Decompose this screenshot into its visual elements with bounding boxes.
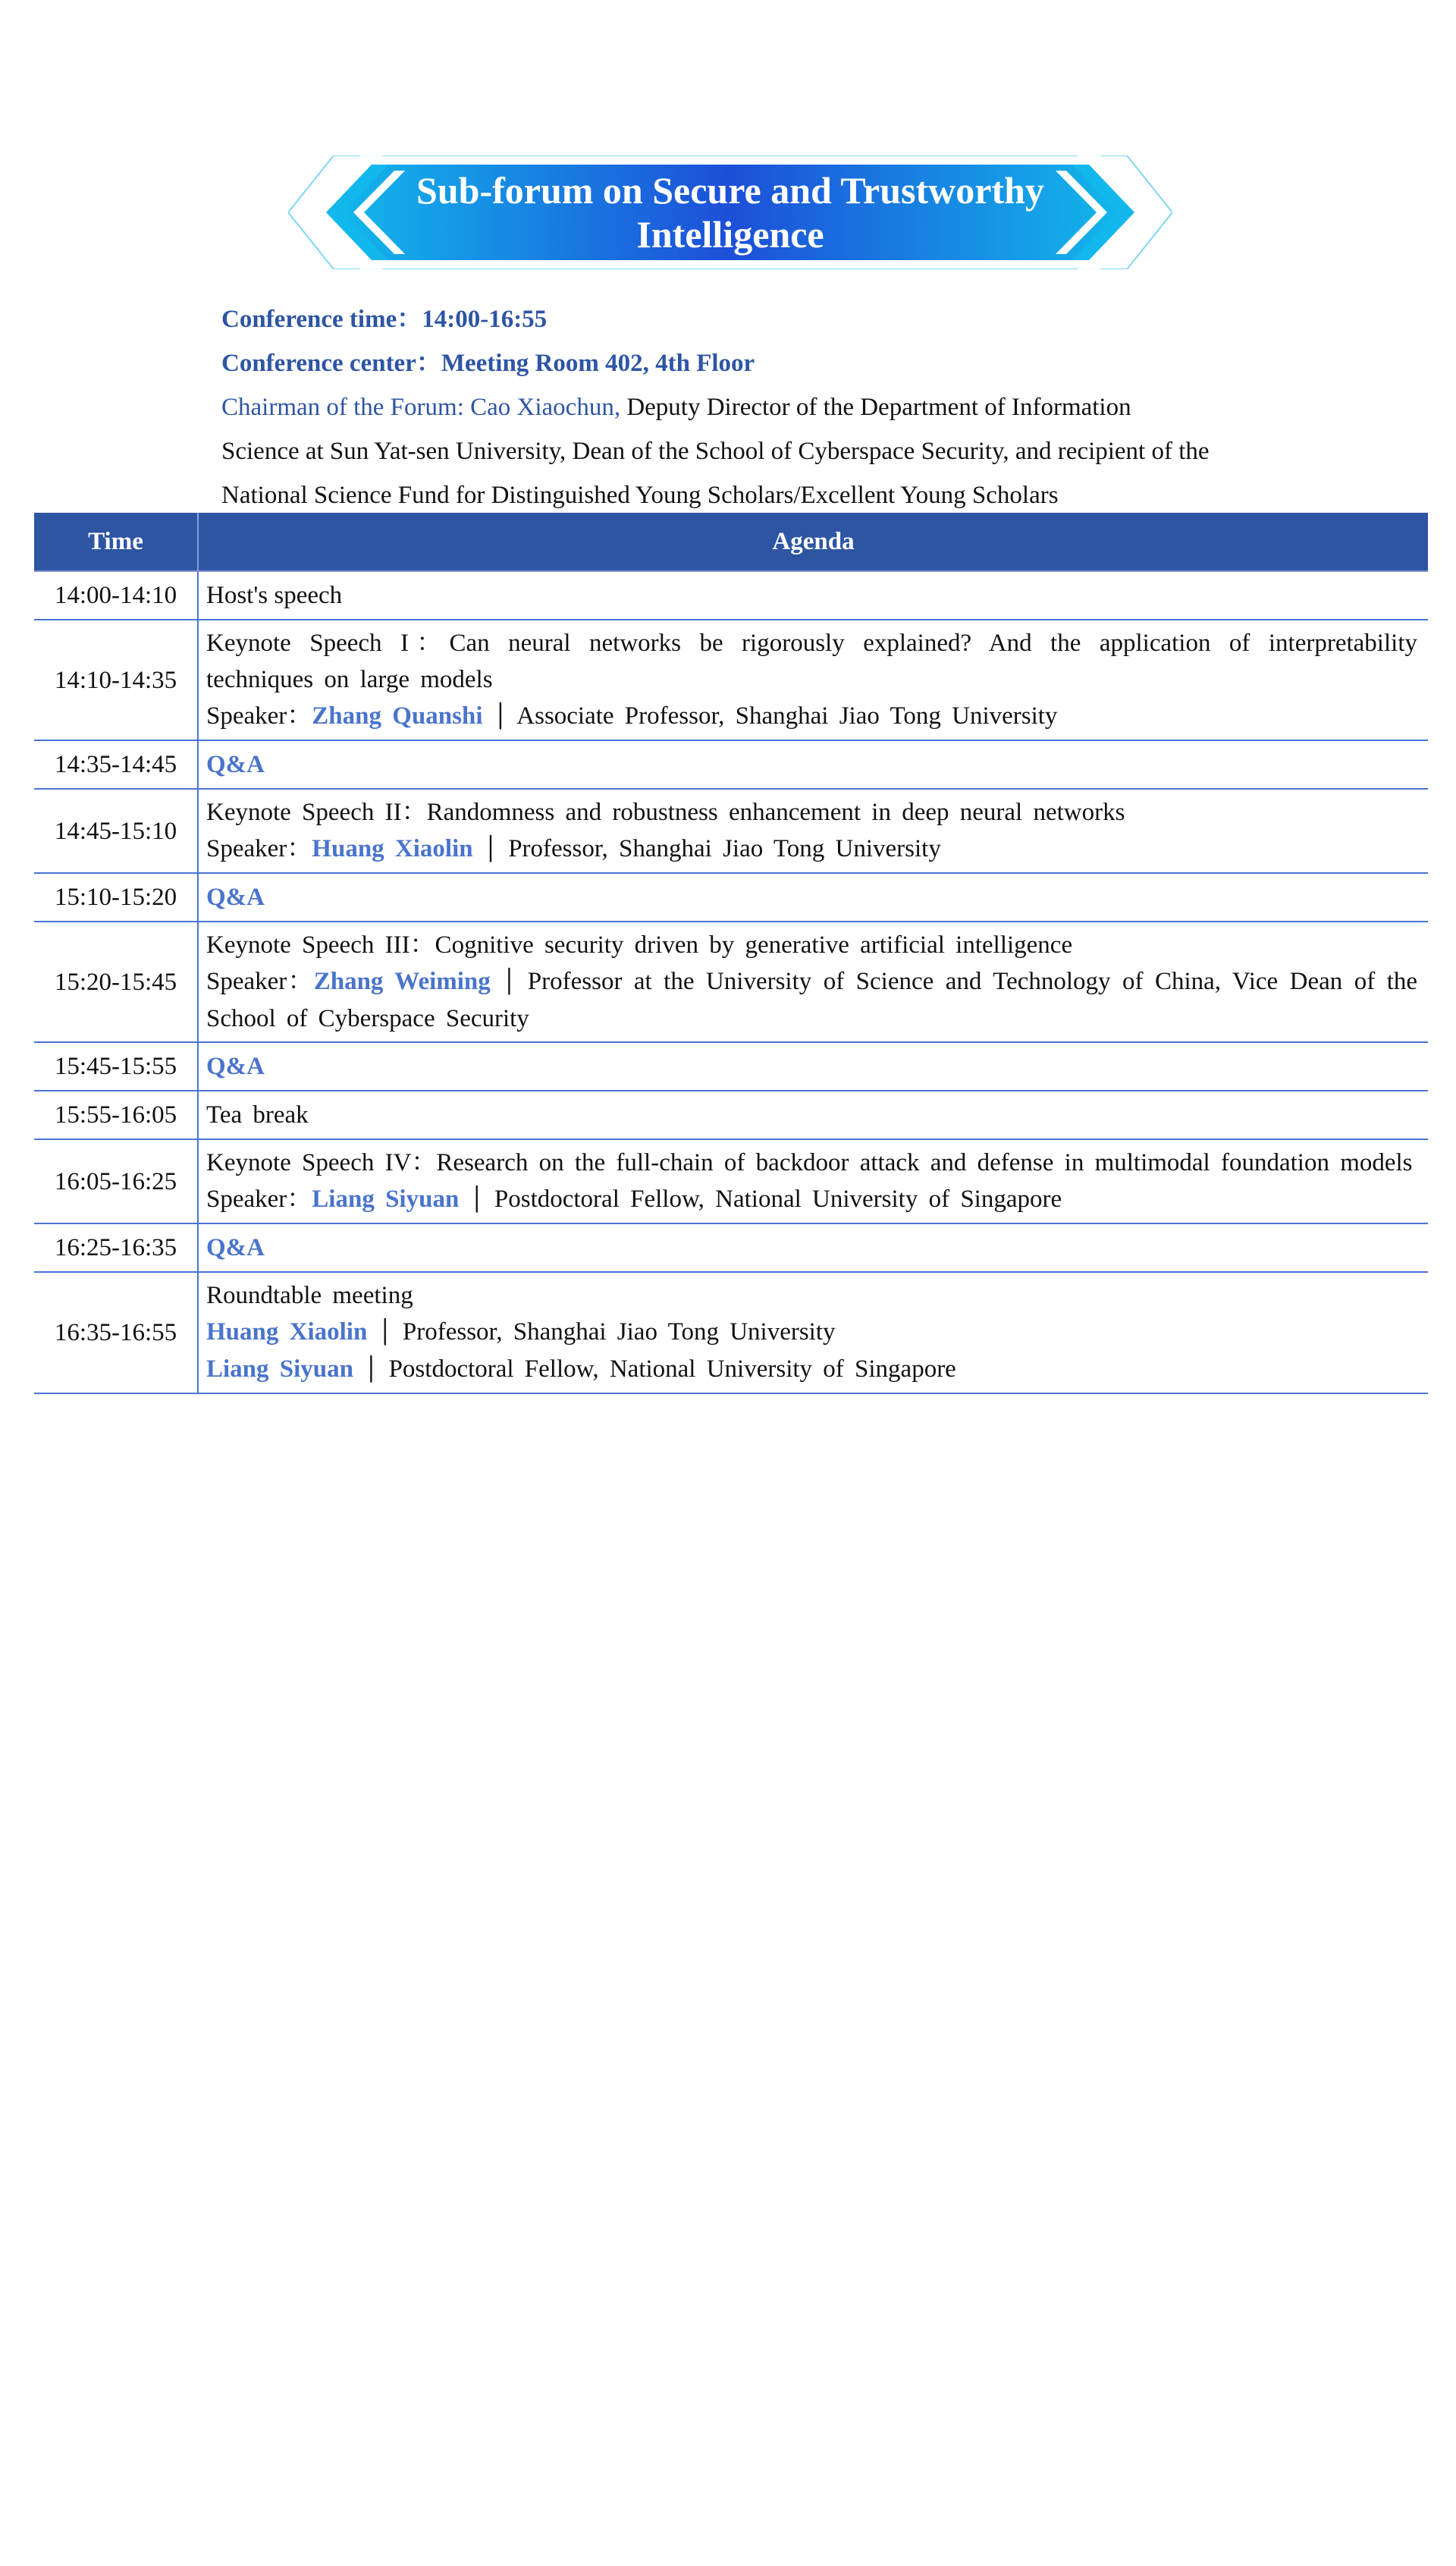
speaker-prefix: Speaker： bbox=[206, 1186, 312, 1213]
conference-center-label: Conference center： bbox=[221, 350, 441, 377]
table-header-row bbox=[34, 513, 1428, 571]
panelist-name: Huang Xiaolin bbox=[206, 1318, 368, 1346]
page-title bbox=[402, 165, 1059, 260]
speaker-name: Huang Xiaolin bbox=[312, 835, 473, 862]
speaker-line bbox=[206, 831, 1417, 868]
row-agenda bbox=[198, 620, 1428, 740]
speaker-prefix: Speaker： bbox=[206, 702, 312, 730]
row-time: 15:55-16:05 bbox=[34, 1091, 198, 1139]
chairman-label: Chairman of the Forum: Cao Xiaochun, bbox=[221, 394, 621, 421]
table-row bbox=[34, 740, 1428, 789]
table-row bbox=[34, 1272, 1428, 1393]
keynote-title: Keynote Speech II：Randomness and robustness enhancement in deep neural networks bbox=[206, 799, 1125, 826]
table-row bbox=[34, 873, 1428, 922]
title-banner bbox=[288, 155, 1172, 269]
separator: │ bbox=[364, 1356, 378, 1383]
speaker-line bbox=[206, 963, 1417, 1037]
agenda-table bbox=[34, 513, 1428, 1394]
panelist-line bbox=[206, 1351, 1417, 1388]
panelist-affiliation: Professor, Shanghai Jiao Tong University bbox=[402, 1318, 836, 1346]
conference-time-label: Conference time： bbox=[221, 306, 422, 333]
header-agenda: Agenda bbox=[198, 513, 1428, 571]
keynote-title: Keynote Speech I：Can neural networks be rigorously explained? And the application of interpretability techniques on large models bbox=[206, 630, 1417, 693]
row-time: 16:35-16:55 bbox=[34, 1272, 198, 1393]
table-row bbox=[34, 1139, 1428, 1223]
speaker-affiliation: Professor at the University of Science and Technology of China, Vice Dean of the School of Cyberspace Security bbox=[206, 968, 1418, 1032]
speaker-affiliation: Professor, Shanghai Jiao Tong University bbox=[508, 835, 941, 862]
separator: │ bbox=[483, 836, 497, 862]
conference-center bbox=[221, 341, 1268, 385]
header-time: Time bbox=[34, 513, 198, 571]
qa-label: Q&A bbox=[198, 740, 1428, 789]
qa-label: Q&A bbox=[198, 1223, 1428, 1272]
conference-time-value: 14:00-16:55 bbox=[422, 306, 548, 333]
row-agenda bbox=[198, 1139, 1428, 1223]
roundtable-title: Roundtable meeting bbox=[206, 1282, 413, 1309]
row-time: 16:05-16:25 bbox=[34, 1139, 198, 1223]
panelist-affiliation: Postdoctoral Fellow, National University of Singapore bbox=[388, 1355, 956, 1383]
qa-label: Q&A bbox=[198, 1042, 1428, 1091]
row-time: 15:45-15:55 bbox=[34, 1042, 198, 1091]
speaker-name: Zhang Quanshi bbox=[312, 702, 483, 730]
row-time: 16:25-16:35 bbox=[34, 1223, 198, 1272]
qa-label: Q&A bbox=[198, 873, 1428, 922]
chairman-line-1 bbox=[221, 385, 1268, 429]
speaker-name: Zhang Weiming bbox=[313, 968, 491, 995]
conference-info bbox=[221, 297, 1268, 517]
row-time: 14:00-14:10 bbox=[34, 571, 198, 620]
chairman-desc-1: Deputy Director of the Department of Information bbox=[620, 394, 1131, 421]
chairman-line-3: National Science Fund for Distinguished Young Scholars/Excellent Young Scholars bbox=[221, 482, 1059, 509]
row-agenda bbox=[198, 1272, 1428, 1393]
table-row bbox=[34, 1042, 1428, 1091]
table-row bbox=[34, 922, 1428, 1042]
row-agenda bbox=[198, 789, 1428, 873]
speaker-line bbox=[206, 698, 1417, 735]
conference-time bbox=[221, 297, 1268, 341]
panelist-line bbox=[206, 1314, 1417, 1351]
row-time: 14:10-14:35 bbox=[34, 620, 198, 740]
row-agenda bbox=[198, 922, 1428, 1042]
panelist-name: Liang Siyuan bbox=[206, 1355, 354, 1383]
speaker-name: Liang Siyuan bbox=[312, 1186, 460, 1213]
row-time: 14:45-15:10 bbox=[34, 789, 198, 873]
table-row bbox=[34, 789, 1428, 873]
title-line-2: Intelligence bbox=[636, 213, 824, 256]
table-row bbox=[34, 620, 1428, 740]
speaker-affiliation: Associate Professor, Shanghai Jiao Tong University bbox=[516, 702, 1058, 730]
speaker-line bbox=[206, 1181, 1417, 1218]
table-row bbox=[34, 571, 1428, 620]
chairman-line-2: Science at Sun Yat-sen University, Dean of the School of Cyberspace Security, and recipient of the bbox=[221, 438, 1210, 465]
speaker-prefix: Speaker： bbox=[206, 968, 314, 995]
speaker-prefix: Speaker： bbox=[206, 835, 312, 862]
row-time: 14:35-14:45 bbox=[34, 740, 198, 789]
keynote-title: Keynote Speech III：Cognitive security driven by generative artificial intelligence bbox=[206, 931, 1073, 959]
title-line-1: Sub-forum on Secure and Trustworthy bbox=[416, 169, 1044, 212]
row-agenda: Host's speech bbox=[198, 571, 1428, 620]
keynote-title: Keynote Speech IV：Research on the full-chain of backdoor attack and defense in multimodal foundation models bbox=[206, 1149, 1413, 1176]
table-row bbox=[34, 1091, 1428, 1139]
separator: │ bbox=[493, 703, 507, 730]
conference-center-value: Meeting Room 402, 4th Floor bbox=[441, 350, 755, 377]
row-time: 15:10-15:20 bbox=[34, 873, 198, 922]
row-agenda: Tea break bbox=[198, 1091, 1428, 1139]
separator: │ bbox=[502, 969, 516, 995]
row-time: 15:20-15:45 bbox=[34, 922, 198, 1042]
separator: │ bbox=[469, 1186, 484, 1213]
table-row bbox=[34, 1223, 1428, 1272]
speaker-affiliation: Postdoctoral Fellow, National University of Singapore bbox=[494, 1186, 1062, 1213]
separator: │ bbox=[378, 1319, 392, 1346]
